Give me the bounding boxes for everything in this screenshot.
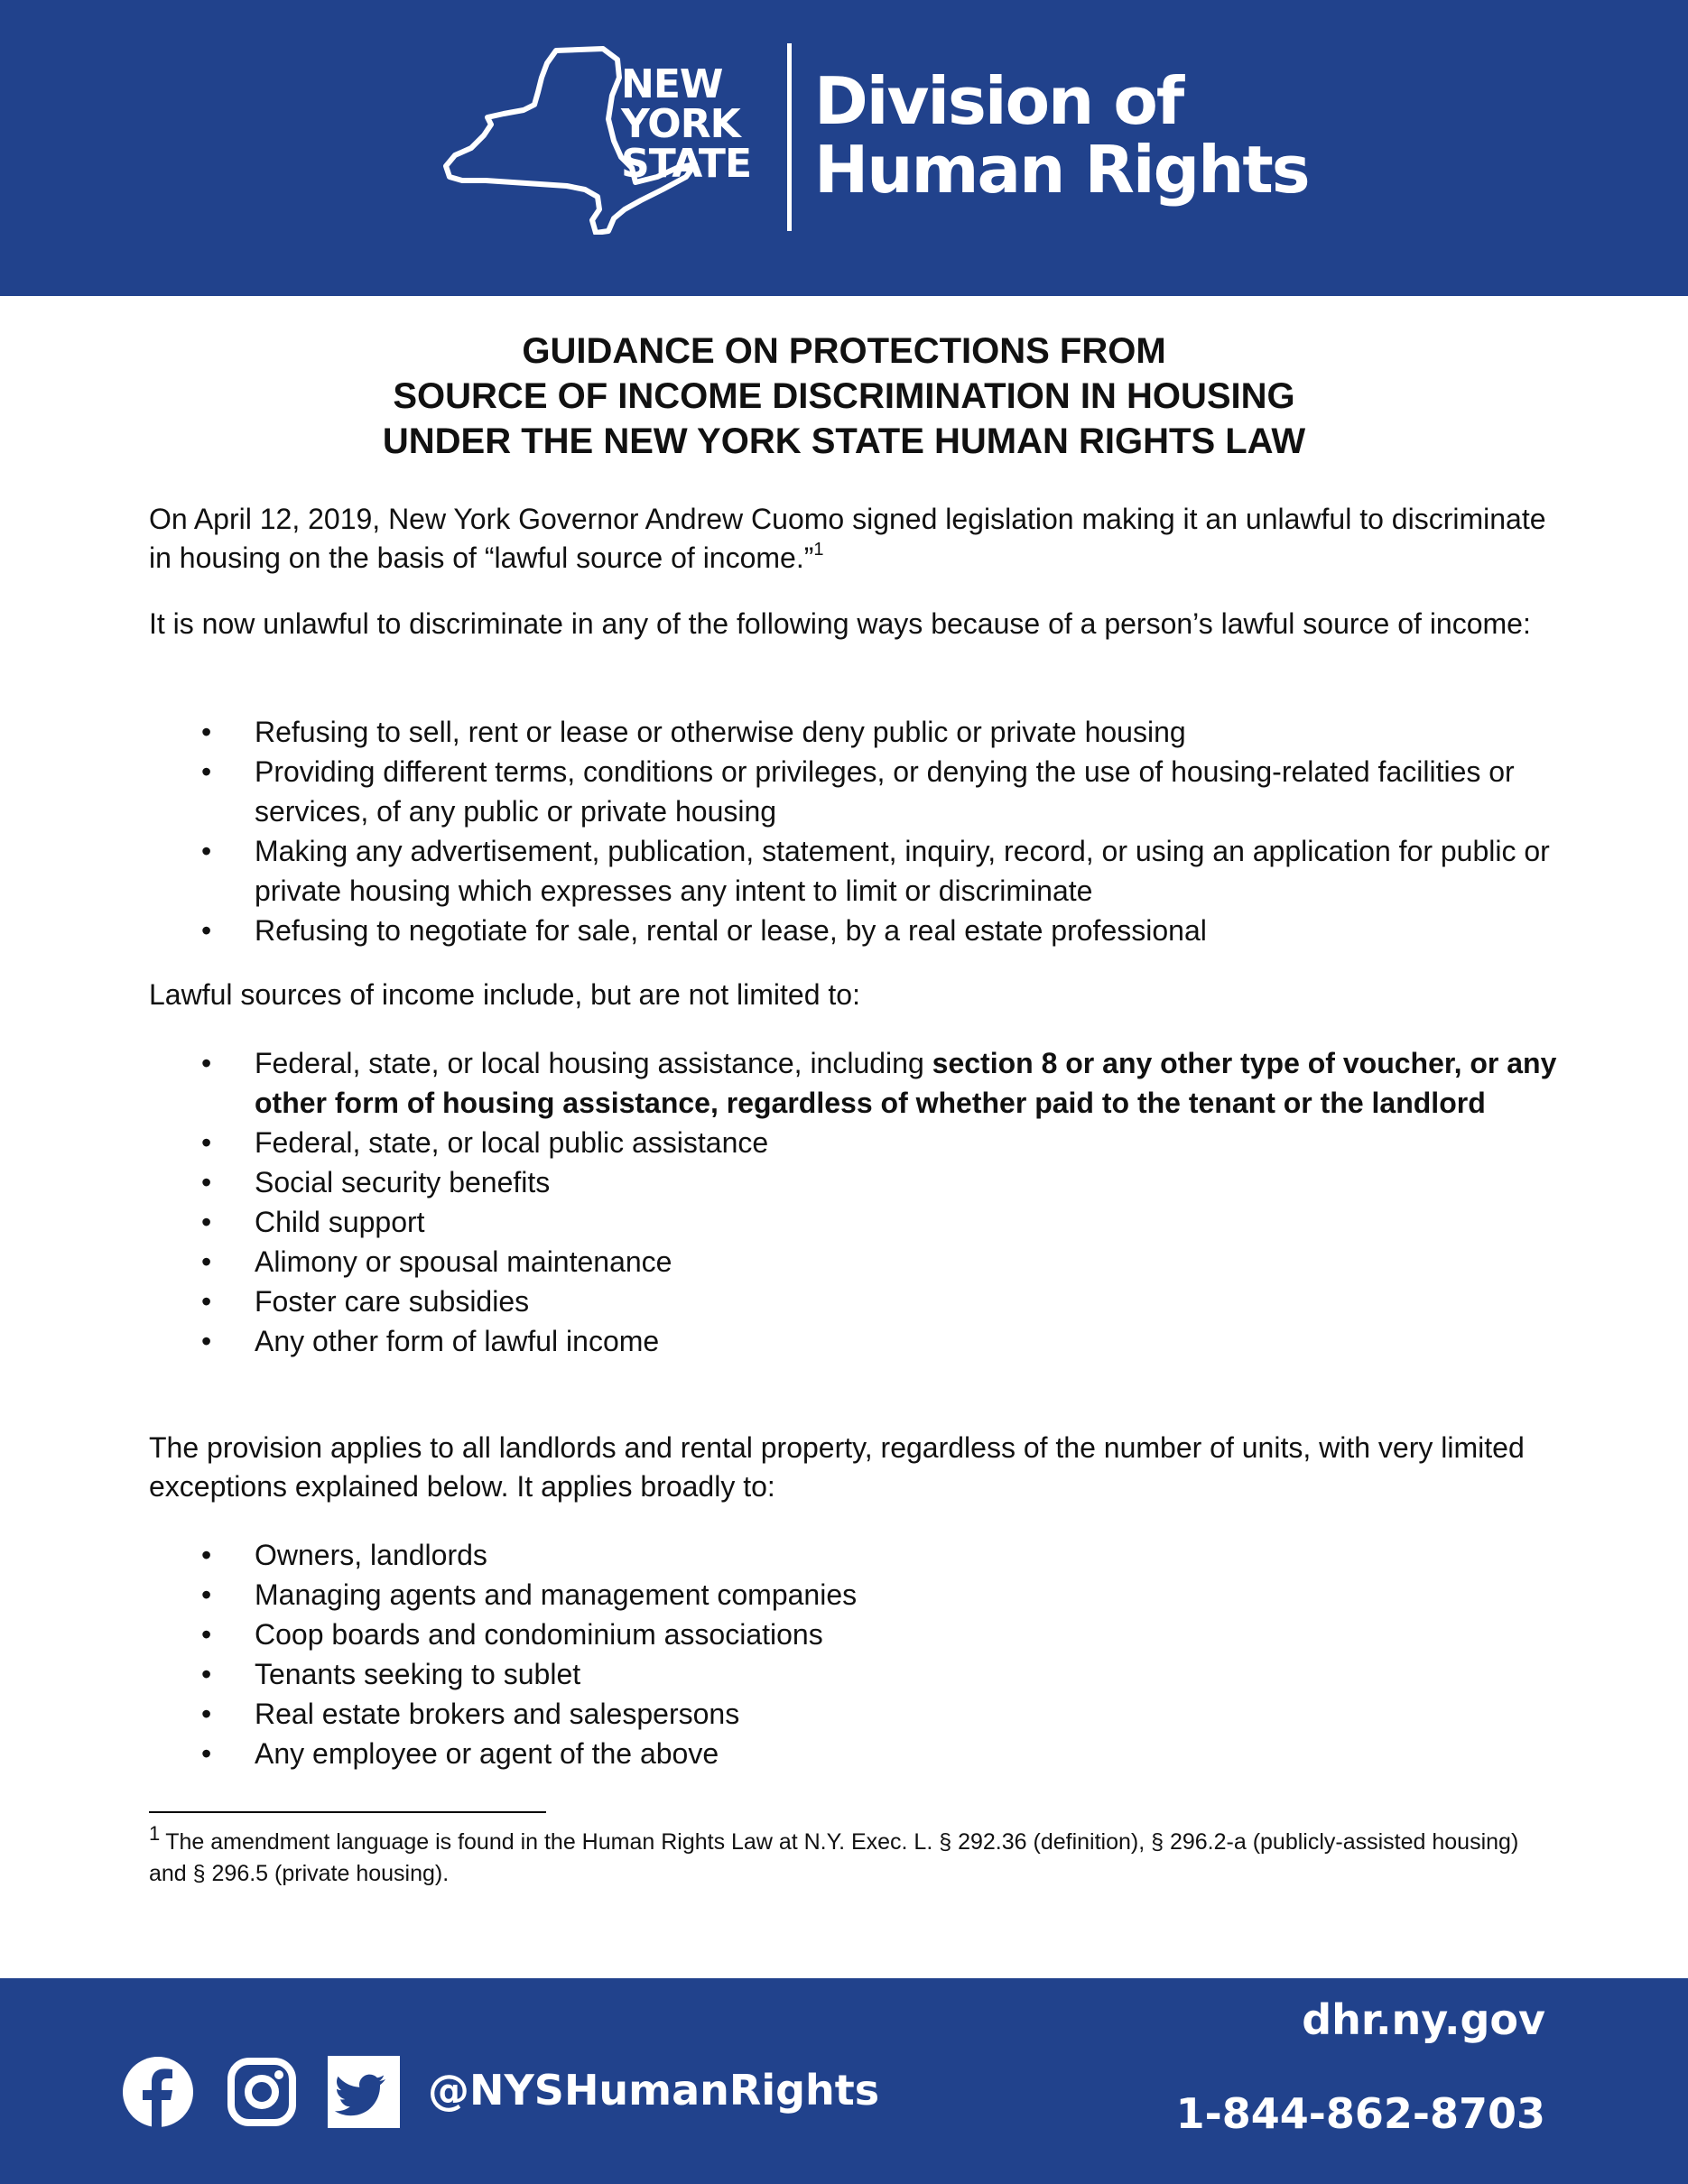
state-logo-word: STATE [621,141,751,187]
division-title-line: Division of [814,63,1183,139]
state-logo-word: YORK [621,101,740,147]
social-handle[interactable]: @NYSHumanRights [428,2066,880,2115]
footnote-text: The amendment language is found in the Human Rights Law at N.Y. Exec. L. § 292.36 (definition), § 296.2-a (publicly-assisted housing) and § 296.5 (private housing). [149,1829,1519,1886]
applies-to-list [149,1535,1557,1773]
footnote-divider [149,1811,546,1813]
phone-number[interactable]: 1-844-862-8703 [1175,2089,1545,2138]
unlawful-practices-list [149,712,1557,950]
applies-intro-paragraph: The provision applies to all landlords and rental property, regardless of the number of units, with very limited exceptions explained below. It applies broadly to: [149,1431,1525,1503]
list-item: • Real estate brokers and salespersons [149,1694,1557,1734]
list-item-emphasis: section 8 or any other type of voucher, or any other form of housing assistance, regardless of whether paid to the tenant or the landlord [255,1047,1557,1119]
document-title [144,329,1544,464]
list-item: • Refusing to negotiate for sale, rental or lease, by a real estate professional [149,911,1557,950]
unlawful-intro-paragraph: It is now unlawful to discriminate in any of the following ways because of a person’s lawful source of income: [149,607,1531,640]
division-title-line: Human Rights [814,132,1309,208]
list-item: • Any other form of lawful income [149,1321,1557,1361]
footnote-mark: 1 [149,1822,161,1845]
list-item: • Making any advertisement, publication, statement, inquiry, record, or using an application for public or private housing which expresses any intent to limit or discriminate [149,831,1557,911]
list-item: • Managing agents and management companies [149,1575,1557,1615]
list-item: • Foster care subsidies [149,1282,1557,1321]
list-item: • Child support [149,1202,1557,1242]
list-item: • Alimony or spousal maintenance [149,1242,1557,1282]
state-logo-word: NEW [621,61,723,107]
income-sources-list [149,1043,1557,1361]
title-line: SOURCE OF INCOME DISCRIMINATION IN HOUSING [393,376,1295,416]
instagram-icon[interactable] [226,2056,298,2128]
footnote [149,1822,1557,1890]
list-item [149,1043,1557,1123]
list-item: • Social security benefits [149,1162,1557,1202]
header-banner [0,0,1688,296]
facebook-icon[interactable] [122,2056,194,2128]
list-item: • Owners, landlords [149,1535,1557,1575]
header-divider [787,43,792,231]
list-item-text: Federal, state, or local housing assistance, including [255,1047,932,1079]
intro-paragraph [149,500,1557,578]
title-line: GUIDANCE ON PROTECTIONS FROM [522,331,1166,371]
list-item: • Coop boards and condominium associations [149,1615,1557,1654]
title-line: UNDER THE NEW YORK STATE HUMAN RIGHTS LAW [382,421,1306,461]
sources-intro-paragraph: Lawful sources of income include, but are not limited to: [149,978,860,1011]
list-item: • Refusing to sell, rent or lease or otherwise deny public or private housing [149,712,1557,752]
list-item: • Providing different terms, conditions or privileges, or denying the use of housing-related facilities or services, of any public or private housing [149,752,1557,831]
list-item: • Any employee or agent of the above [149,1734,1557,1773]
website-link[interactable]: dhr.ny.gov [1302,1995,1545,2044]
twitter-icon[interactable] [328,2056,400,2128]
list-item: • Federal, state, or local public assistance [149,1123,1557,1162]
intro-text: On April 12, 2019, New York Governor Andrew Cuomo signed legislation making it an unlawful to discriminate in housing on the basis of “lawful source of income.” [149,503,1546,574]
footnote-reference: 1 [813,540,824,560]
list-item: • Tenants seeking to sublet [149,1654,1557,1694]
